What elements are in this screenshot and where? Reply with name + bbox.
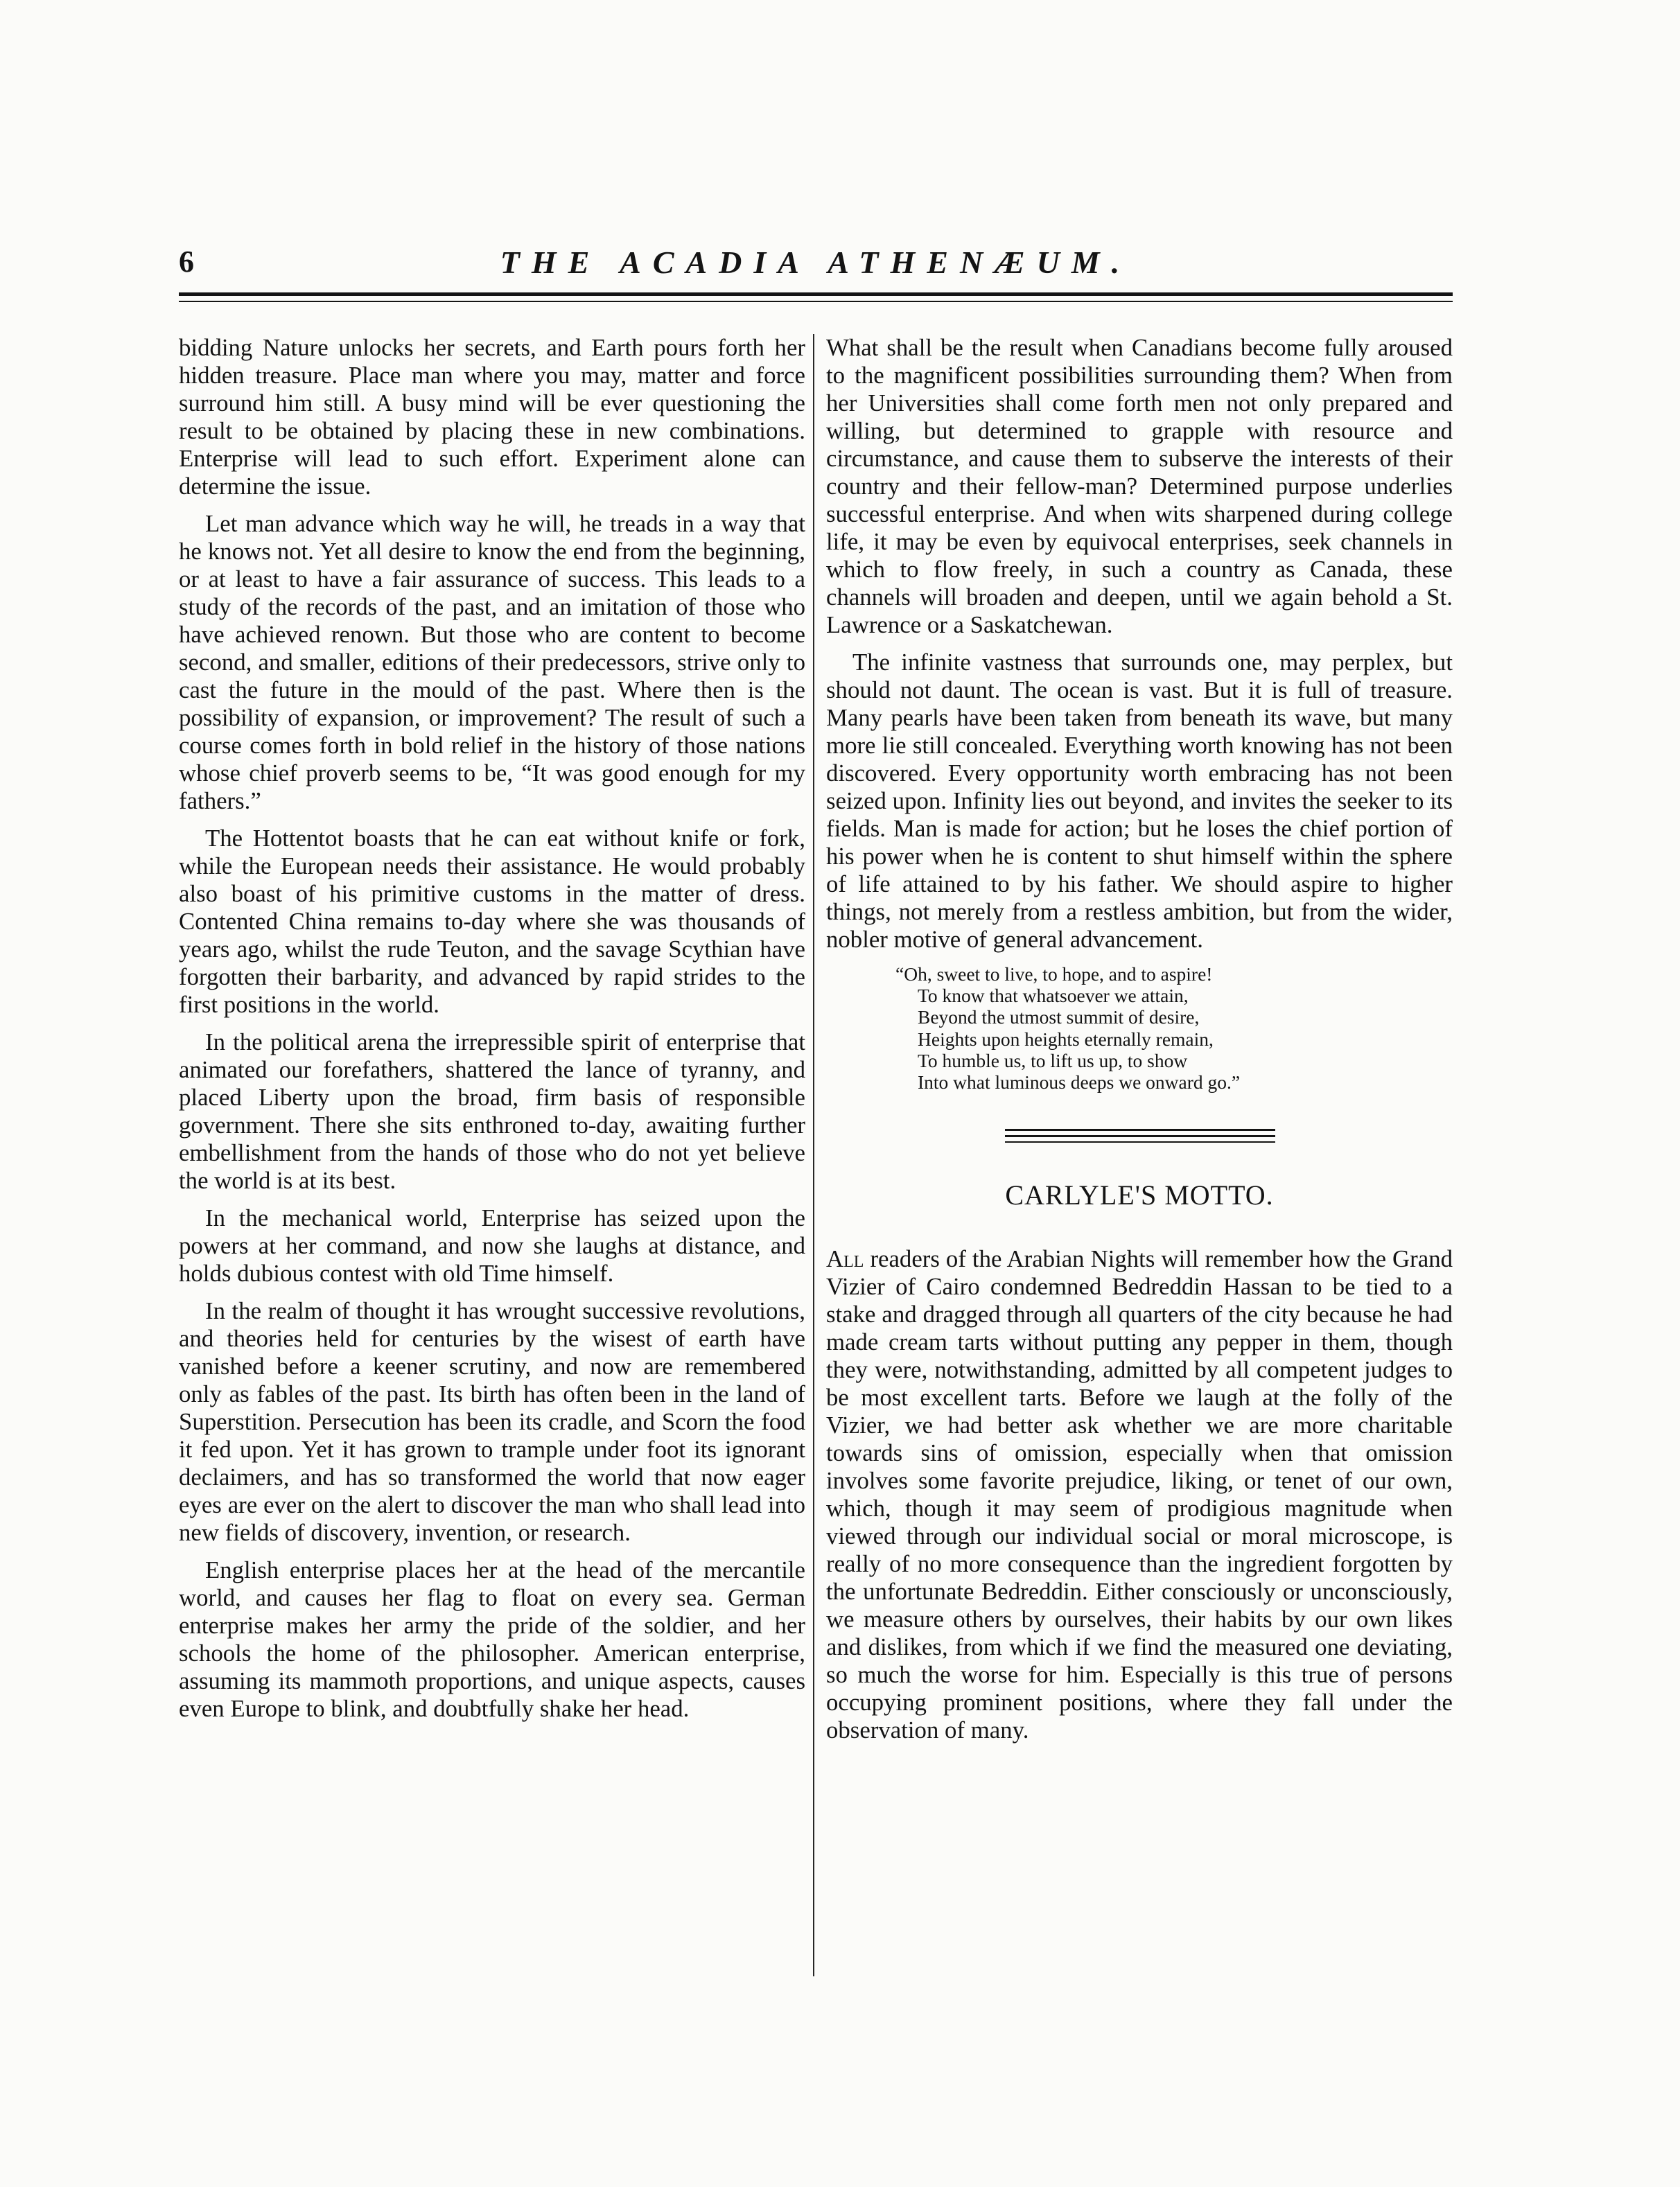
poem-quote <box>826 963 1453 1093</box>
paragraph: In the mechanical world, Enterprise has seized upon the powers at her command, and now she laughs at distance, and holds dubious contest with old Time himself. <box>179 1204 805 1287</box>
poem-line: Beyond the utmost summit of desire, <box>918 1006 1200 1028</box>
poem-line: Into what luminous deeps we onward go.” <box>918 1071 1241 1094</box>
paragraph: What shall be the result when Canadians become fully aroused to the magnificent possibilities surrounding them? When from her Universities shall come forth men not only prepared and willing, but determined to grapple with resource and circumstance, and cause them to subserve the interests of their country and their fellow-man? Determined purpose underlies successful enterprise. And when wits sharpened during college life, it may be even by equivocal enterprises, seek channels in which to flow freely, in such a country as Canada, these channels will broaden and deepen, until we again behold a St. Lawrence or a Saskatchewan. <box>826 334 1453 638</box>
header-rule <box>179 292 1453 296</box>
section-divider <box>826 1129 1453 1145</box>
section-heading: CARLYLE'S MOTTO. <box>1005 1179 1274 1211</box>
article-paragraph <box>826 1245 1453 1744</box>
paragraph: English enterprise places her at the head of the mercantile world, and causes her flag to float on every sea. German enterprise makes her army the pride of the soldier, and her schools the home of the philosopher. American enterprise, assuming its mammoth proportions, and unique aspects, causes even Europe to blink, and doubtfully shake her head. <box>179 1556 805 1722</box>
paragraph: The infinite vastness that surrounds one, may perplex, but should not daunt. The ocean is vast. But it is full of treasure. Many pearls have been taken from beneath its wave, but many more lie still concealed. Everything worth knowing has not been discovered. Every opportunity worth embracing has not been seized upon. Infinity lies out beyond, and invites the seeker to its fields. Man is made for action; but he loses the chief portion of his power when he is content to shut himself within the sphere of life attained to by his father. We should aspire to higher things, not merely from a restless ambition, but from the wider, nobler motive of general advancement. <box>826 649 1453 953</box>
paragraph: The Hottentot boasts that he can eat without knife or fork, while the European needs their assistance. He would probably also boast of his primitive customs in the matter of dress. Contented China remains to-day where she was thousands of years ago, whilst the rude Teuton, and the savage Scythian have forgotten their barbarity, and advanced by rapid strides to the first positions in the world. <box>179 825 805 1018</box>
journal-title: THE ACADIA ATHENÆUM. <box>500 245 1132 280</box>
page-header <box>179 244 1453 299</box>
right-column <box>826 334 1453 1754</box>
lead-word: All <box>826 1245 864 1273</box>
poem-line: Heights upon heights eternally remain, <box>918 1028 1214 1050</box>
poem-line: To humble us, to lift us up, to show <box>918 1049 1188 1071</box>
left-column <box>179 334 805 1732</box>
article-body: readers of the Arabian Nights will remember how the Grand Vizier of Cairo condemned Bedreddin Hassan to be tied to a stake and dragged through all quarters of the city because he had made cream tarts without putting any pepper in them, though they were, notwithstanding, admitted by all competent judges to be most excellent tarts. Before we laugh at the folly of the Vizier, we had better ask whether we are more charitable towards sins of omission, especially when that omission involves some favorite prejudice, liking, or tenet of our own, which, though it may seem of prodigious magnitude when viewed through our individual social or moral microscope, is really of no more consequence than the ingredient forgotten by the unfortunate Bedreddin. Either consciously or unconsciously, we measure others by ourselves, their habits by our own likes and dislikes, from which if we find the measured one deviating, so much the worse for him. Especially is this true of persons occupying prominent positions, where they fall under the observation of many. <box>826 1245 1453 1744</box>
header-rule-thin <box>179 301 1453 302</box>
poem-line: To know that whatsoever we attain, <box>918 985 1189 1007</box>
paragraph: bidding Nature unlocks her secrets, and Earth pours forth her hidden treasure. Place man where you may, matter and force surround him still. A busy mind will be ever questioning the result to be obtained by placing these in new combinations. Enterprise will lead to such effort. Experiment alone can determine the issue. <box>179 334 805 500</box>
page-number: 6 <box>179 245 194 279</box>
paragraph: Let man advance which way he will, he treads in a way that he knows not. Yet all desire to know the end from the beginning, or at least to have a fair assurance of success. This leads to a study of the records of the past, and an imitation of those who have achieved renown. But those who are content to become second, and smaller, editions of their predecessors, strive only to cast the future in the mould of the past. Where then is the possibility of expansion, or improvement? The result of such a course comes forth in bold relief in the history of those nations whose chief proverb seems to be, “It was good enough for my fathers.” <box>179 510 805 814</box>
paragraph: In the political arena the irrepressible spirit of enterprise that animated our forefathers, shattered the lance of tyranny, and placed Liberty upon the broad, firm basis of responsible government. There she sits enthroned to-day, awaiting further embellishment from the hands of those who do not yet believe the world is at its best. <box>179 1028 805 1194</box>
paragraph: In the realm of thought it has wrought successive revolutions, and theories held for centuries by the wisest of earth have vanished before a keener scrutiny, and now are remembered only as fables of the past. Its birth has often been in the land of Superstition. Persecution has been its cradle, and Scorn the food it fed upon. Yet it has grown to trample under foot its ignorant declaimers, and has so transformed the world that now eager eyes are ever on the alert to discover the man who shall lead into new fields of discovery, invention, or research. <box>179 1297 805 1546</box>
column-divider <box>813 334 814 1976</box>
poem-line: “Oh, sweet to live, to hope, and to aspire! <box>895 963 1213 985</box>
